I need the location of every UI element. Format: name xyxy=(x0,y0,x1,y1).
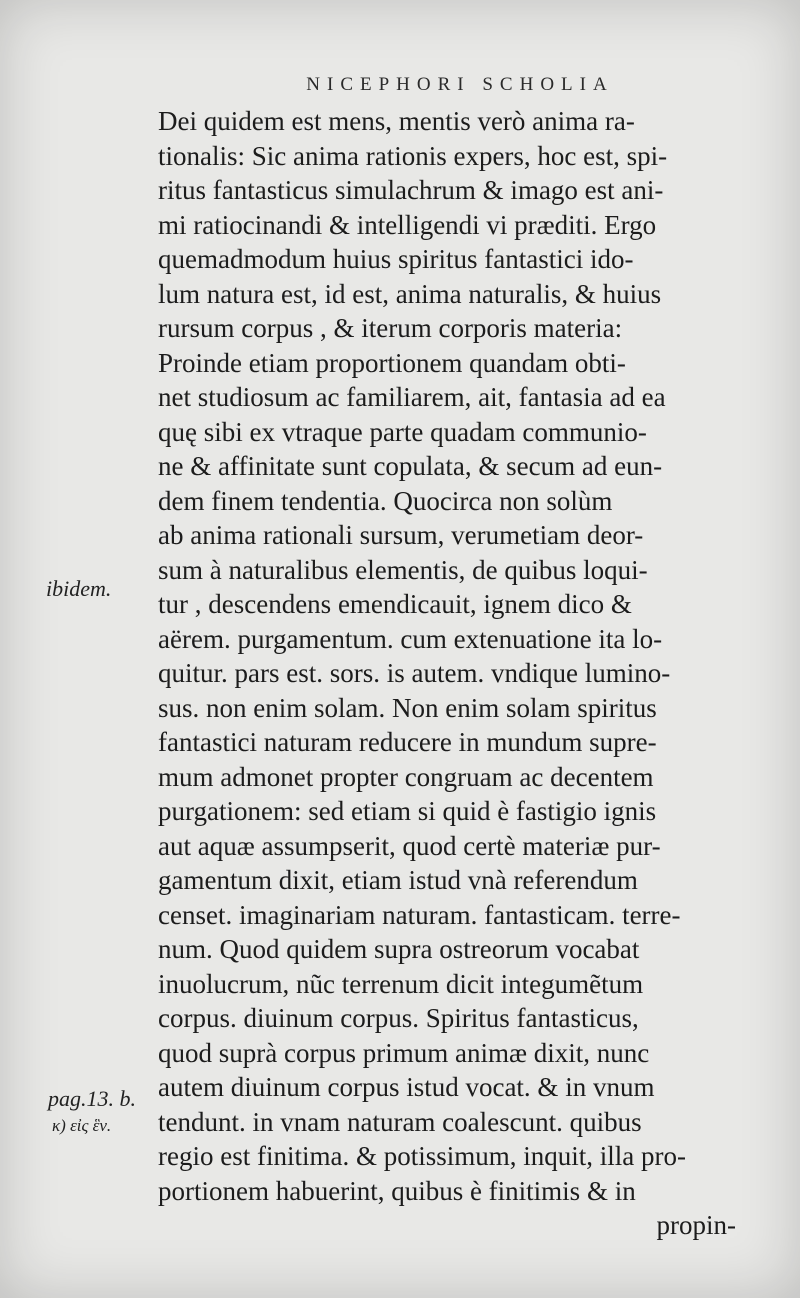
text-line: tur , descendens emendicauit, ignem dico & xyxy=(158,589,632,619)
text-line: Proinde etiam proportionem quandam obti- xyxy=(158,347,626,378)
running-header xyxy=(0,74,800,96)
text-line: quemadmodum huius spiritus fantastici ido- xyxy=(158,244,634,274)
text-line: mi ratiocinandi & intelligendi vi præditi. Ergo xyxy=(158,209,657,240)
text-line: dem finem tendentia. Quocirca non solùm xyxy=(158,485,613,516)
text-line: ab anima rationali sursum, verumetiam deor- xyxy=(158,520,644,550)
text-line: rursum corpus , & iterum corporis materia: xyxy=(158,313,623,343)
text-line: censet. imaginariam naturam. fantasticam. terre- xyxy=(158,899,681,930)
text-line: inuolucrum, nũc terrenum dicit integumẽtum xyxy=(158,968,644,999)
text-line: mum admonet propter congruam ac decentem xyxy=(158,761,654,792)
text-line: quod suprà corpus primum animæ dixit, nunc xyxy=(158,1037,650,1068)
text-line: tendunt. in vnam naturam coalescunt. quibus xyxy=(158,1106,642,1137)
margin-note: κ) εἰς ἓν. xyxy=(52,1116,112,1135)
text-line: fantastici naturam reducere in mundum supre- xyxy=(158,727,657,757)
text-line: net studiosum ac familiarem, ait, fantasia ad ea xyxy=(158,382,666,412)
text-line: sum à naturalibus elementis, de quibus loqui- xyxy=(158,554,648,585)
text-line: purgationem: sed etiam si quid è fastigio ignis xyxy=(158,796,657,826)
text-line: portionem habuerint, quibus è finitimis & in xyxy=(158,1175,636,1206)
running-header-text: NICEPHORI SCHOLIA xyxy=(306,74,614,95)
text-line: Dei quidem est mens, mentis verò anima ra- xyxy=(158,106,635,136)
text-line: regio est finitima. & potissimum, inquit, illa pro- xyxy=(158,1141,686,1171)
text-line: quę sibi ex vtraque parte quadam communio- xyxy=(158,416,647,447)
text-line: corpus. diuinum corpus. Spiritus fantasticus, xyxy=(158,1003,639,1033)
text-line: propin- xyxy=(656,1210,736,1240)
text-line: sus. non enim solam. Non enim solam spiritus xyxy=(158,692,657,723)
text-line: autem diuinum corpus istud vocat. & in vnum xyxy=(158,1072,655,1102)
body-text xyxy=(158,104,736,1243)
text-line: aut aquæ assumpserit, quod certè materiæ pur- xyxy=(158,830,661,861)
text-line: tionalis: Sic anima rationis expers, hoc est, spi- xyxy=(158,140,668,171)
text-line: ne & affinitate sunt copulata, & secum ad eun- xyxy=(158,451,663,481)
text-line: lum natura est, id est, anima naturalis, & huius xyxy=(158,278,662,309)
margin-note: pag.13. b. xyxy=(48,1086,136,1111)
text-line: quitur. pars est. sors. is autem. vndique lumino- xyxy=(158,658,671,688)
text-line: aërem. purgamentum. cum extenuatione ita lo- xyxy=(158,623,663,654)
text-line: ritus fantasticus simulachrum & imago est ani- xyxy=(158,175,664,205)
margin-note: ibidem. xyxy=(46,576,112,601)
text-line: num. Quod quidem supra ostreorum vocabat xyxy=(158,934,640,964)
text-line: gamentum dixit, etiam istud vnà referendum xyxy=(158,865,638,895)
